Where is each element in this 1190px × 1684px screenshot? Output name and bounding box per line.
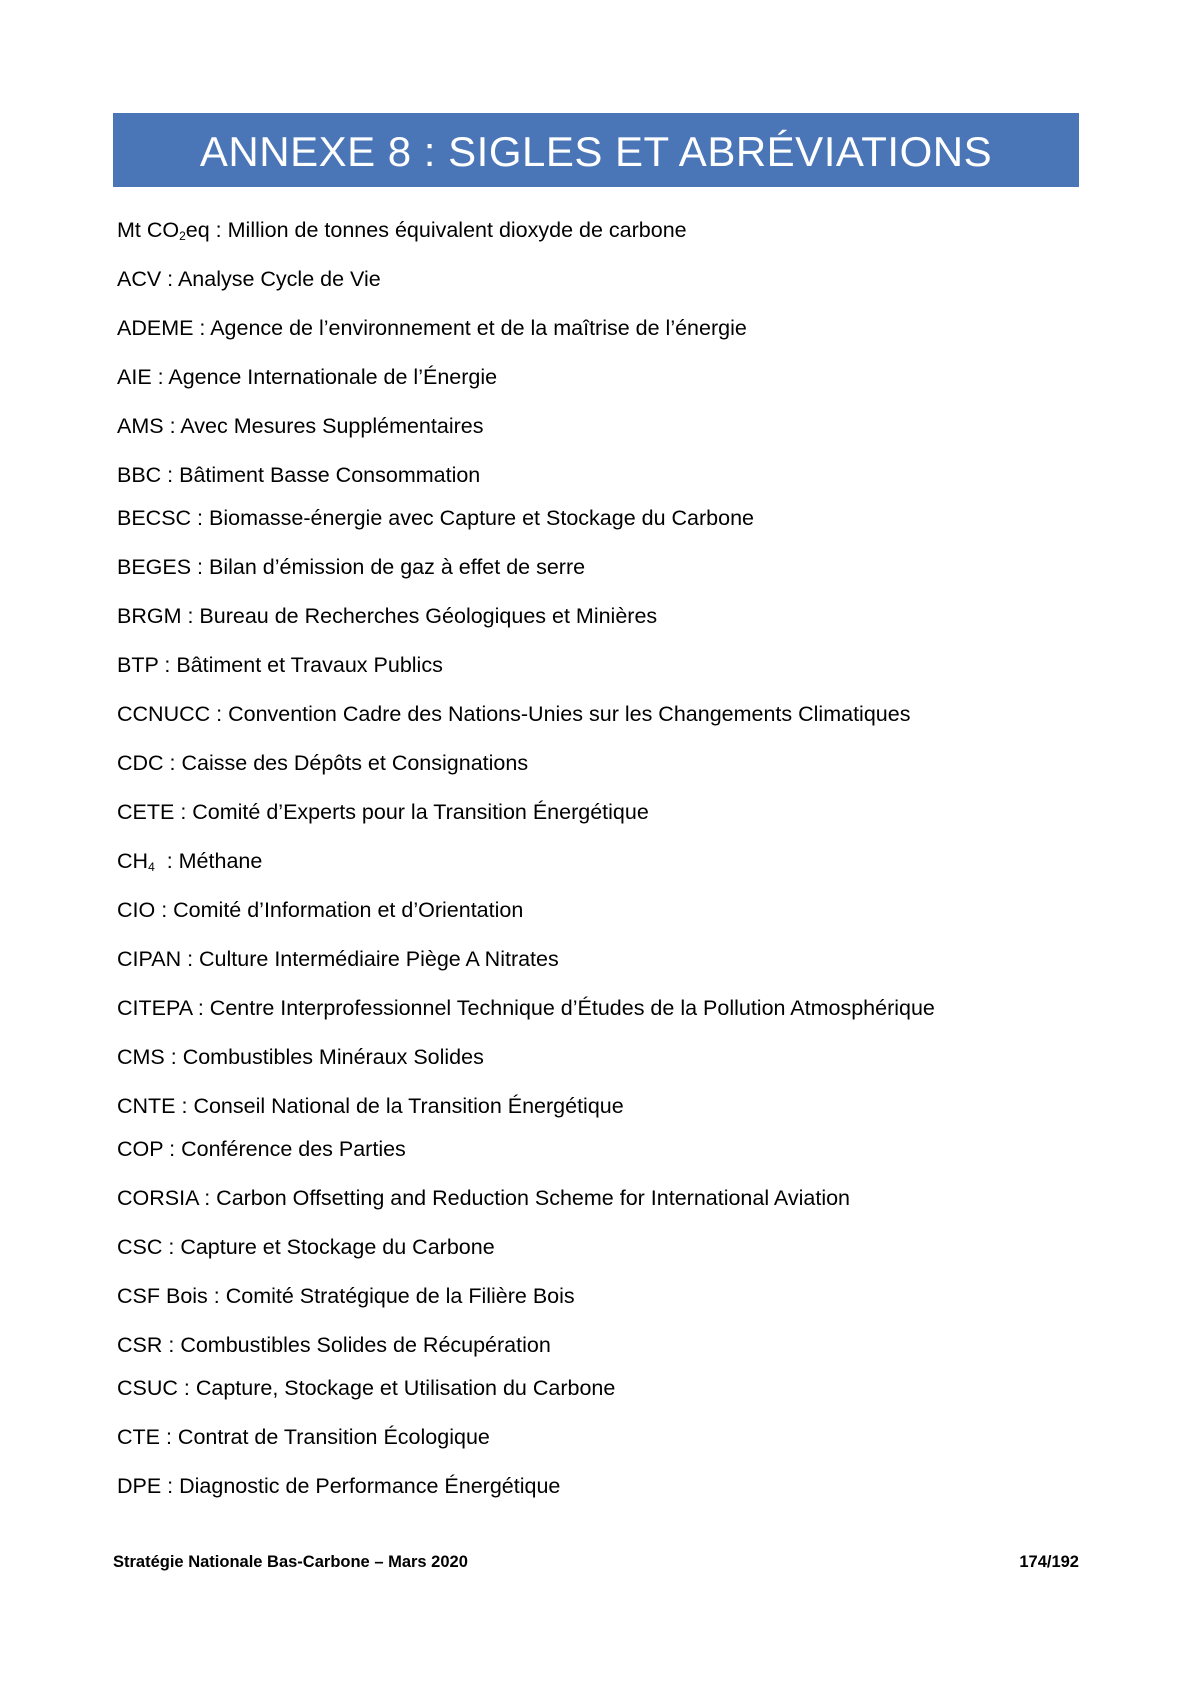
abbreviation-entry — [117, 1136, 406, 1162]
entry-text-suffix: eq : Million de tonnes équivalent dioxyde de carbone — [185, 218, 687, 242]
abbreviation-entry — [117, 1424, 490, 1450]
abbreviation-entry — [117, 652, 443, 678]
abbreviation-entry — [117, 1185, 850, 1211]
footer-page-number: 174/192 — [1019, 1553, 1079, 1571]
footer-document-title: Stratégie Nationale Bas-Carbone – Mars 2020 — [113, 1553, 468, 1571]
entry-text: CSR : Combustibles Solides de Récupération — [117, 1333, 551, 1357]
entry-text: CNTE : Conseil National de la Transition Énergétique — [117, 1094, 624, 1118]
abbreviation-entry — [117, 897, 523, 923]
entry-text: CSF Bois : Comité Stratégique de la Filière Bois — [117, 1284, 575, 1308]
entry-text: AIE : Agence Internationale de l’Énergie — [117, 365, 498, 389]
entry-text: CIPAN : Culture Intermédiaire Piège A Nitrates — [117, 947, 559, 971]
entry-text: BEGES : Bilan d’émission de gaz à effet de serre — [117, 555, 586, 579]
entry-text: BECSC : Biomasse-énergie avec Capture et Stockage du Carbone — [117, 506, 754, 530]
abbreviation-entry — [117, 750, 528, 776]
abbreviation-entry — [117, 946, 559, 972]
abbreviation-entry — [117, 364, 497, 390]
abbreviation-entry — [117, 266, 381, 292]
abbreviation-entry — [117, 1283, 575, 1309]
entry-text: CDC : Caisse des Dépôts et Consignations — [117, 751, 529, 775]
entry-text: CETE : Comité d’Experts pour la Transition Énergétique — [117, 800, 649, 824]
entry-text: CCNUCC : Convention Cadre des Nations-Unies sur les Changements Climatiques — [117, 702, 911, 726]
entry-text-suffix: : Méthane — [154, 849, 263, 873]
abbreviation-entry — [117, 701, 910, 727]
entry-text: CSUC : Capture, Stockage et Utilisation du Carbone — [117, 1376, 616, 1400]
title-banner — [113, 113, 1079, 187]
entry-text: COP : Conférence des Parties — [117, 1137, 406, 1161]
entry-text: BBC : Bâtiment Basse Consommation — [117, 463, 481, 487]
entry-text: AMS : Avec Mesures Supplémentaires — [117, 414, 484, 438]
abbreviation-entry — [117, 1473, 560, 1499]
entry-subscript: 4 — [148, 860, 155, 874]
entry-subscript: 2 — [179, 229, 186, 243]
abbreviation-entry — [117, 1332, 551, 1358]
abbreviation-entry — [117, 603, 657, 629]
entry-text: CTE : Contrat de Transition Écologique — [117, 1425, 490, 1449]
abbreviation-entry — [117, 505, 754, 531]
abbreviation-entry — [117, 1234, 495, 1260]
entry-text: BRGM : Bureau de Recherches Géologiques et Minières — [117, 604, 658, 628]
abbreviation-entry — [117, 413, 483, 439]
abbreviation-entry — [117, 995, 935, 1021]
abbreviation-entry — [117, 1375, 615, 1401]
entry-text: DPE : Diagnostic de Performance Énergétique — [117, 1474, 561, 1498]
entry-text: ACV : Analyse Cycle de Vie — [117, 267, 381, 291]
abbreviation-entry — [117, 799, 649, 825]
entry-text: ADEME : Agence de l’environnement et de la maîtrise de l’énergie — [117, 316, 747, 340]
entry-text: CSC : Capture et Stockage du Carbone — [117, 1235, 495, 1259]
abbreviation-entry — [117, 554, 585, 580]
entry-text: CITEPA : Centre Interprofessionnel Technique d’Études de la Pollution Atmosphérique — [117, 996, 935, 1020]
entry-text: CMS : Combustibles Minéraux Solides — [117, 1045, 484, 1069]
page-title: ANNEXE 8 : SIGLES ET ABRÉVIATIONS — [199, 128, 993, 175]
entry-text: CORSIA : Carbon Offsetting and Reduction Scheme for International Aviation — [117, 1186, 851, 1210]
abbreviation-entry — [117, 1093, 624, 1119]
abbreviation-entry — [117, 315, 747, 341]
abbreviation-entry — [117, 217, 687, 243]
entry-text: BTP : Bâtiment et Travaux Publics — [117, 653, 443, 677]
entry-text: CH — [117, 849, 149, 873]
entry-text: Mt CO — [117, 218, 180, 242]
abbreviation-entry — [117, 1044, 484, 1070]
abbreviation-entry — [117, 462, 480, 488]
entry-text: CIO : Comité d’Information et d’Orientation — [117, 898, 524, 922]
abbreviation-entry — [117, 848, 262, 874]
